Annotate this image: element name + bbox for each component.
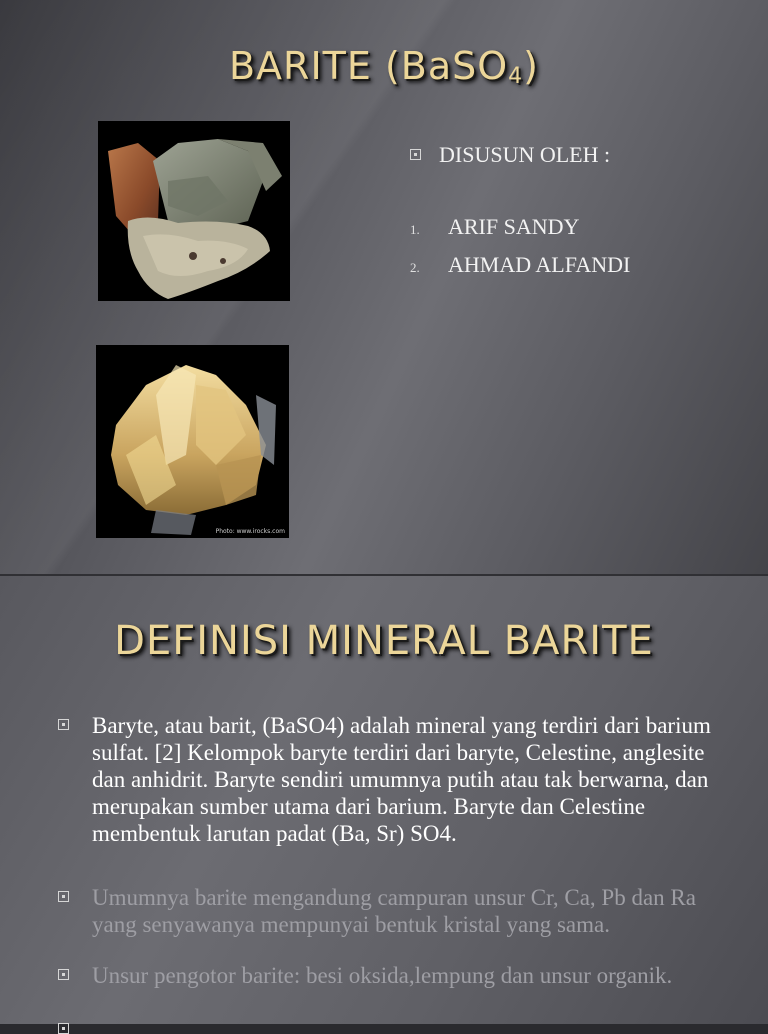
photo-credit: Photo: www.irocks.com [215,528,285,535]
bullet-icon [58,891,69,902]
definition-paragraph [92,962,732,989]
bullet-icon [58,969,69,980]
definition-paragraph [92,884,732,938]
author-name: AHMAD ALFANDI [448,252,631,277]
definition-paragraph [92,712,732,847]
author-heading [410,142,610,168]
paragraph-text: Baryte, atau barit, (BaSO4) adalah mineral yang terdiri dari barium sulfat. [2] Kelompok baryte terdiri dari baryte, Celestine, anglesite dan anhidrit. Baryte sendiri umumnya putih atau tak berwarna, dan merupakan sumber utama dari barium. Baryte dan Celestine membentuk larutan padat (Ba, Sr) SO4. [92,713,711,846]
paragraph-text: Unsur pengotor barite: besi oksida,lempung dan unsur organik. [92,963,673,988]
bullet-icon [410,149,421,160]
author-number: 2. [410,260,420,275]
bullet-icon [58,1023,69,1034]
slide-title-heading: BARITE (BaSO$_4$) [228,44,539,89]
paragraph-text: Umumnya barite mengandung campuran unsur Cr, Ca, Pb dan Ra yang senyawanya mempunyai bentuk kristal yang sama. [92,885,696,937]
barite-crystal-photo-2 [96,345,289,538]
author-name: ARIF SANDY [448,214,580,239]
barite-crystal-photo-1 [98,121,290,301]
author-item [410,214,579,240]
author-heading-label: DISUSUN OLEH : [439,142,611,167]
bullet-icon [58,719,69,730]
author-item [410,252,630,278]
author-number: 1. [410,222,420,237]
definition-title: DEFINISI MINERAL BARITE [114,618,654,664]
